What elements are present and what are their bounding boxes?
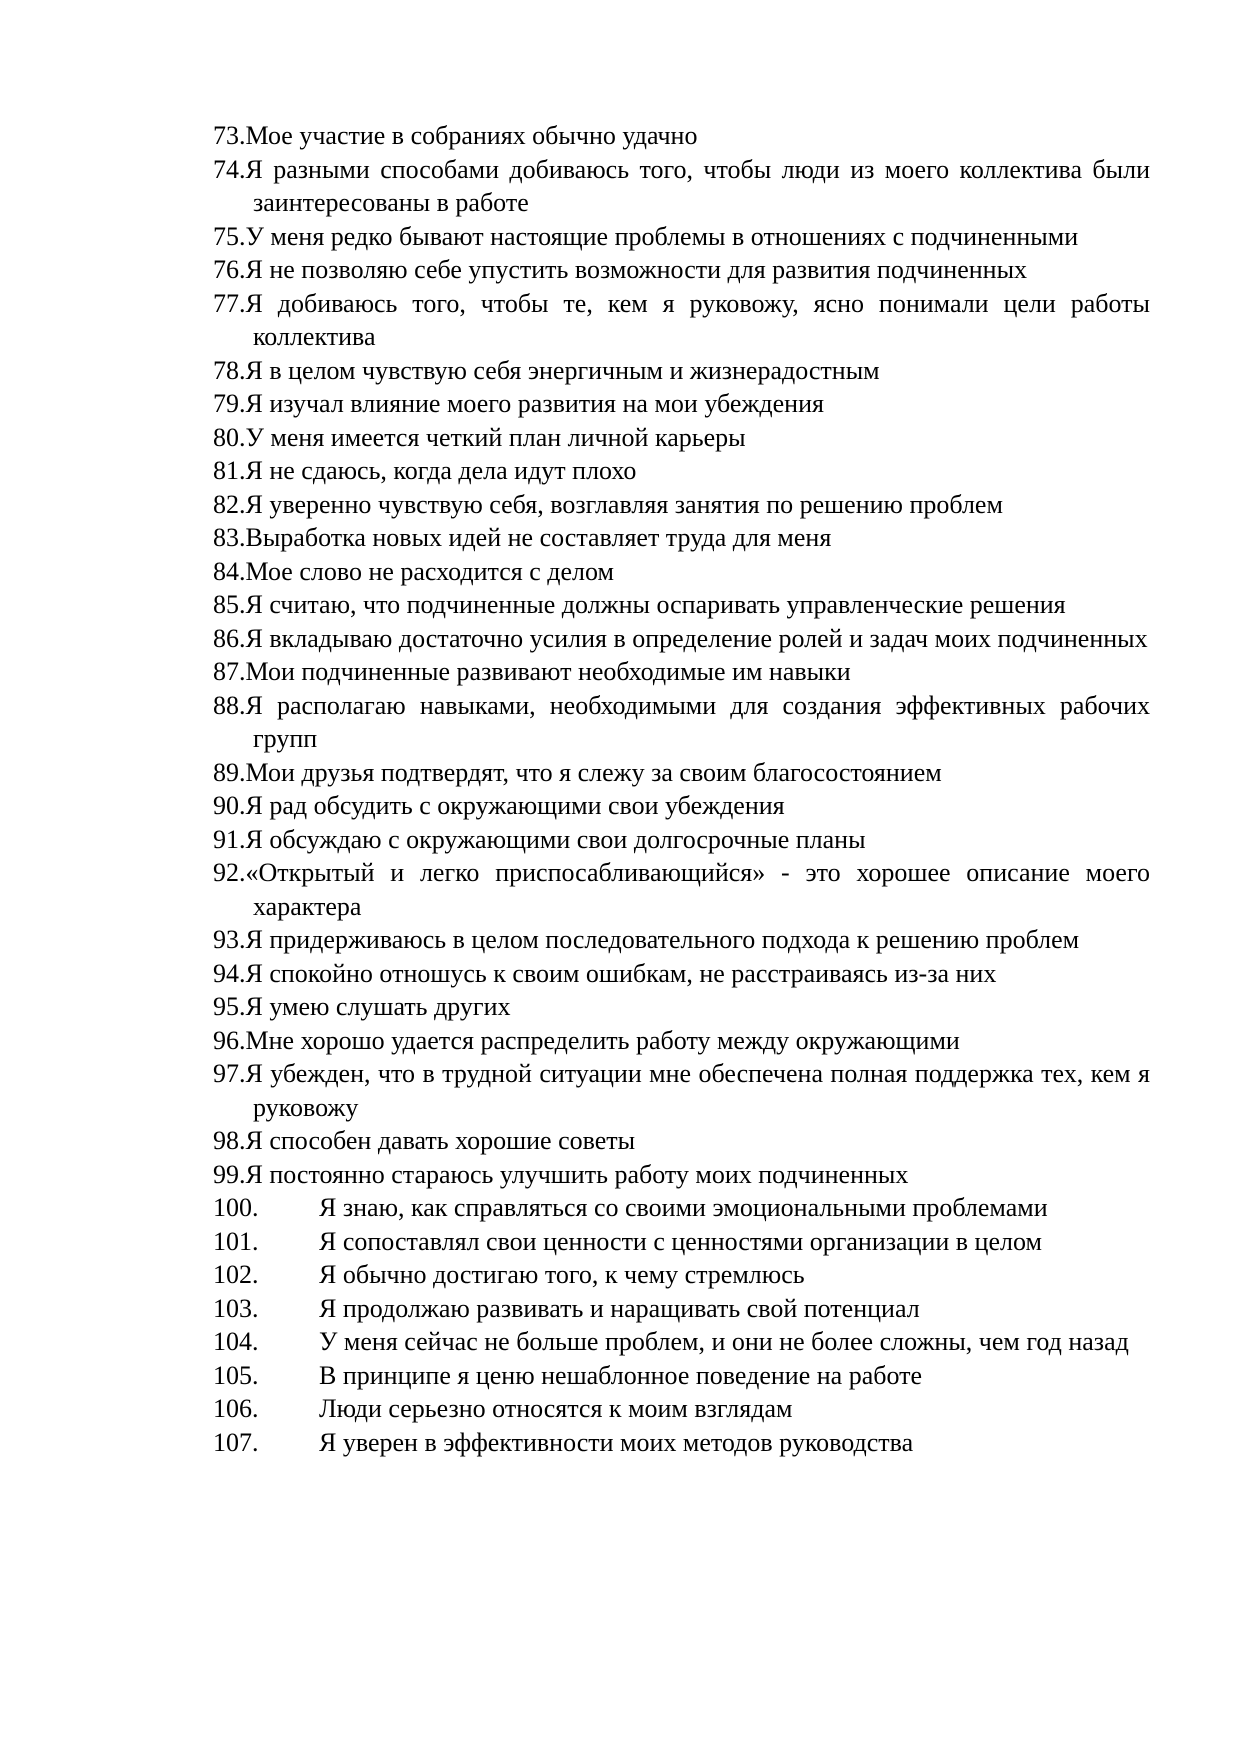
item-text: Я умею слушать других	[245, 992, 511, 1021]
item-number: 83.	[213, 523, 246, 552]
list-item	[213, 1426, 1150, 1460]
item-number: 84.	[213, 556, 246, 586]
item-text: В принципе я ценю нешаблонное поведение на работе	[319, 1360, 923, 1390]
list-item	[213, 1359, 1150, 1393]
item-number: 82.	[213, 489, 246, 519]
item-text: Я сопоставлял свои ценности с ценностями организации в целом	[319, 1226, 1042, 1256]
list-item	[213, 387, 1150, 421]
item-number: 80.	[213, 422, 246, 452]
item-text: Мое слово не расходится с делом	[245, 556, 614, 586]
list-item	[213, 488, 1150, 522]
item-text: Я не сдаюсь, когда дела идут плохо	[245, 456, 637, 485]
item-text: Я постоянно стараюсь улучшить работу моих подчиненных	[245, 1159, 909, 1189]
list-item	[213, 588, 1150, 622]
item-text: Выработка новых идей не составляет труда для меня	[245, 523, 832, 552]
list-item	[213, 1158, 1150, 1192]
item-number: 73.	[213, 121, 246, 150]
item-number: 103.	[213, 1293, 259, 1323]
list-item	[213, 823, 1150, 857]
item-number: 76.	[213, 255, 246, 284]
item-text: Я в целом чувствую себя энергичным и жизнерадостным	[245, 355, 880, 385]
item-text: Я уверенно чувствую себя, возглавляя занятия по решению проблем	[245, 489, 1003, 519]
item-number: 79.	[213, 389, 246, 418]
item-text: Я спокойно отношусь к своим ошибкам, не расстраиваясь из-за них	[245, 958, 997, 988]
item-text: Я не позволяю себе упустить возможности для развития подчиненных	[245, 255, 1028, 284]
item-text: «Открытый и легко приспосабливающийся» - это хорошее описание моего характера	[245, 858, 1150, 921]
item-number: 86.	[213, 623, 246, 653]
item-text: Я способен давать хорошие советы	[245, 1126, 636, 1155]
item-text: Я знаю, как справляться со своими эмоциональными проблемами	[319, 1193, 1048, 1222]
list-item	[213, 1225, 1150, 1259]
list-item	[213, 1258, 1150, 1292]
list-item	[213, 1292, 1150, 1326]
list-item	[213, 856, 1150, 923]
item-number: 95.	[213, 992, 246, 1021]
item-number: 102.	[213, 1260, 259, 1289]
list-item	[213, 756, 1150, 790]
item-number: 81.	[213, 456, 246, 485]
item-number: 88.	[213, 690, 246, 720]
item-number: 101.	[213, 1226, 259, 1256]
list-item	[213, 622, 1150, 656]
item-number: 78.	[213, 355, 246, 385]
list-item	[213, 287, 1150, 354]
item-text: Я располагаю навыками, необходимыми для создания эффективных рабочих групп	[245, 690, 1150, 753]
list-item	[213, 1191, 1150, 1225]
item-number: 74.	[213, 154, 246, 184]
item-number: 107.	[213, 1427, 259, 1457]
list-item	[213, 153, 1150, 220]
item-number: 100.	[213, 1193, 259, 1222]
item-number: 98.	[213, 1126, 246, 1155]
item-text: У меня редко бывают настоящие проблемы в отношениях с подчиненными	[245, 221, 1079, 251]
item-number: 99.	[213, 1159, 246, 1189]
item-text: Мои друзья подтвердят, что я слежу за своим благосостоянием	[245, 757, 942, 787]
list-item	[213, 220, 1150, 254]
list-item	[213, 354, 1150, 388]
item-text: Я убежден, что в трудной ситуации мне обеспечена полная поддержка тех, кем я руковожу	[245, 1059, 1150, 1122]
item-text: Я разными способами добиваюсь того, чтобы люди из моего коллектива были заинтересованы в работе	[245, 154, 1150, 217]
item-text: Мне хорошо удается распределить работу между окружающими	[245, 1025, 960, 1055]
list-item	[213, 421, 1150, 455]
item-number: 90.	[213, 791, 246, 820]
item-text: Я вкладываю достаточно усилия в определение ролей и задач моих подчиненных	[245, 623, 1148, 653]
item-text: Я придерживаюсь в целом последовательного подхода к решению проблем	[245, 925, 1080, 954]
list-item	[213, 1024, 1150, 1058]
item-text: У меня сейчас не больше проблем, и они не более сложны, чем год назад	[319, 1327, 1129, 1356]
item-text: Я добиваюсь того, чтобы те, кем я руковожу, ясно понимали цели работы коллектива	[245, 288, 1150, 351]
item-text: Я рад обсудить с окружающими свои убеждения	[245, 791, 785, 820]
item-text: Я уверен в эффективности моих методов руководства	[319, 1427, 914, 1457]
item-number: 75.	[213, 221, 246, 251]
item-text: Я считаю, что подчиненные должны оспаривать управленческие решения	[245, 590, 1066, 619]
item-text: Люди серьезно относятся к моим взглядам	[319, 1394, 793, 1423]
list-item	[213, 990, 1150, 1024]
list-item	[213, 1325, 1150, 1359]
item-number: 105.	[213, 1360, 259, 1390]
item-number: 91.	[213, 824, 246, 854]
item-number: 104.	[213, 1327, 259, 1356]
item-number: 92.	[213, 858, 246, 887]
item-text: Я изучал влияние моего развития на мои убеждения	[245, 389, 824, 418]
item-number: 85.	[213, 590, 246, 619]
list-item	[213, 1392, 1150, 1426]
item-text: Мое участие в собраниях обычно удачно	[245, 121, 698, 150]
item-number: 93.	[213, 925, 246, 954]
list-item	[213, 521, 1150, 555]
item-number: 106.	[213, 1394, 259, 1423]
item-number: 87.	[213, 657, 246, 686]
item-number: 97.	[213, 1059, 246, 1088]
item-number: 89.	[213, 757, 246, 787]
list-item	[213, 689, 1150, 756]
list-item	[213, 923, 1150, 957]
item-number: 77.	[213, 288, 246, 318]
item-text: Мои подчиненные развивают необходимые им навыки	[245, 657, 851, 686]
list-item	[213, 454, 1150, 488]
item-number: 96.	[213, 1025, 246, 1055]
item-text: Я продолжаю развивать и наращивать свой потенциал	[319, 1293, 920, 1323]
item-text: У меня имеется четкий план личной карьеры	[245, 422, 746, 452]
list-item	[213, 1124, 1150, 1158]
list-item	[213, 555, 1150, 589]
list-item	[213, 957, 1150, 991]
list-item	[213, 253, 1150, 287]
item-text: Я обсуждаю с окружающими свои долгосрочные планы	[245, 824, 866, 854]
list-item	[213, 655, 1150, 689]
list-item	[213, 119, 1150, 153]
list-item	[213, 1057, 1150, 1124]
list-item	[213, 789, 1150, 823]
questionnaire-list	[213, 119, 1150, 1459]
item-number: 94.	[213, 958, 246, 988]
item-text: Я обычно достигаю того, к чему стремлюсь	[319, 1260, 805, 1289]
